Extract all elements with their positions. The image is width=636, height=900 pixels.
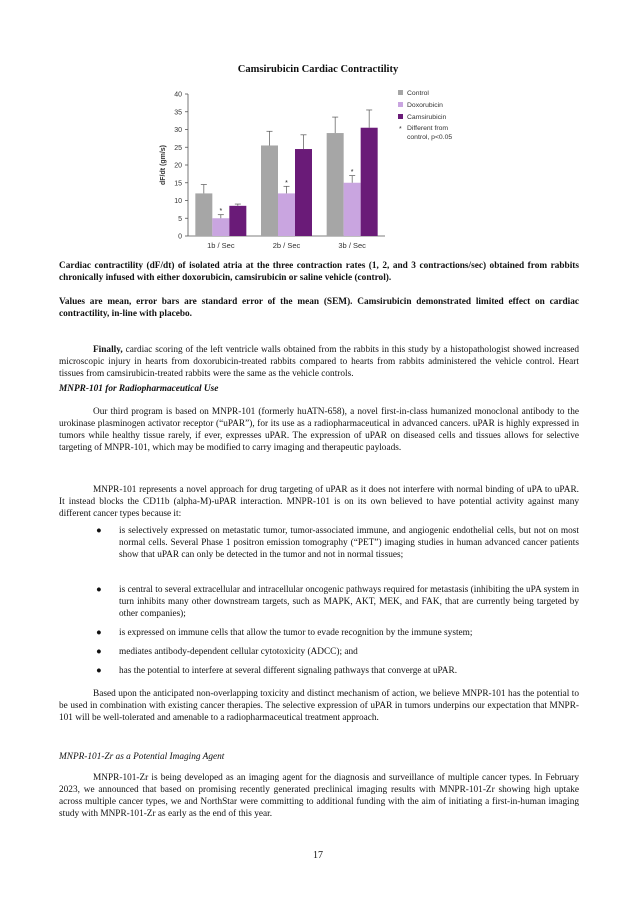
bar-doxorubicin-2 <box>278 193 295 236</box>
bar-control-3 <box>327 133 344 236</box>
bullet-dot: ● <box>96 647 102 657</box>
legend-label-camsirubicin: Camsirubicin <box>407 114 447 121</box>
bullet-dot: ● <box>96 585 102 595</box>
page-number: 17 <box>313 850 323 861</box>
legend-swatch-doxorubicin <box>398 102 403 107</box>
bullet-dot: ● <box>96 666 102 676</box>
y-tick-label: 10 <box>174 198 182 205</box>
y-tick-label: 25 <box>174 144 182 152</box>
paragraph-based-upon: Based upon the anticipated non-overlapping toxicity and distinct mechanism of action, we believe MNPR-101 has the potential to be used in combination with existing cancer therapies. The selective expression of uPAR in tumors underpins our expectation that MNPR-101 will be well-tolerated and amenable to a radiopharmaceutical treatment approach. <box>59 689 579 723</box>
y-tick-label: 35 <box>174 109 182 117</box>
section-heading-mnpr101: MNPR-101 for Radiopharmaceutical Use <box>59 384 219 394</box>
y-tick-label: 5 <box>178 215 182 223</box>
finally-lead: Finally, <box>93 345 123 355</box>
bar-control-2 <box>261 145 278 236</box>
contractility-bar-chart <box>150 80 520 258</box>
legend-label-control: Control <box>407 90 429 97</box>
legend-note-line-1: Different from <box>407 125 449 132</box>
legend-note-line-2: control, p<0.05 <box>407 134 453 141</box>
chart-bars <box>195 110 377 236</box>
paragraph-finally <box>59 345 579 381</box>
bullet-dot: ● <box>96 526 102 536</box>
chart-legend <box>398 90 452 141</box>
bar-camsirubicin-1 <box>229 206 246 236</box>
y-tick-label: 15 <box>174 180 182 188</box>
y-tick-label: 20 <box>174 162 182 170</box>
significance-star: * <box>350 169 354 177</box>
y-tick-label: 30 <box>174 127 182 134</box>
bar-doxorubicin-1 <box>212 218 229 236</box>
bullet-text: is central to several extracellular and intracellular oncogenic pathways required for metastasis (inhibiting the uPA system in turn inhibits many other downstream targets, such as MAPK, AKT, MEK, and FAK, that are currently being targeted by other companies); <box>119 585 579 619</box>
section-heading-imaging-agent: MNPR-101-Zr as a Potential Imaging Agent <box>59 752 225 762</box>
legend-star: * <box>399 126 402 133</box>
x-tick-label: 1b / Sec <box>207 241 235 250</box>
bar-camsirubicin-3 <box>361 128 378 236</box>
figure-caption-1: Cardiac contractility (dF/dt) of isolated atria at the three contraction rates (1, 2, and 3 contractions/sec) obtained from rabbits chronically infused with either doxorubicin, camsirubicin or saline vehicle (control). <box>59 261 579 283</box>
paragraph-mnpr101-zr: MNPR-101-Zr is being developed as an imaging agent for the diagnosis and surveillance of multiple cancer types. In February 2023, we announced that based on promising recently generated preclinical imaging results with MNPR-101-Zr showing high uptake across multiple cancer types, we and NorthStar were committing to additional funding with the aim of initiating a first-in-human imaging study with MNPR-101-Zr as early as the end of this year. <box>59 773 579 819</box>
paragraph-novel-approach: MNPR-101 represents a novel approach for drug targeting of uPAR as it does not interfere with normal binding of uPA to uPAR. It instead blocks the CD11b (alpha-M)-uPAR interaction. MNPR-101 is on its own believed to have potential activity against many different cancer types because it: <box>59 485 579 519</box>
bullet-text: has the potential to interfere at several different signaling pathways that converge at uPAR. <box>119 666 458 676</box>
significance-star: * <box>285 179 288 187</box>
y-tick-label: 40 <box>174 91 182 99</box>
legend-swatch-camsirubicin <box>398 114 403 119</box>
bullet-text: is expressed on immune cells that allow the tumor to evade recognition by the immune system; <box>119 628 473 638</box>
figure-caption-2: Values are mean, error bars are standard error of the mean (SEM). Camsirubicin demonstrated limited effect on cardiac contractility, in-line with placebo. <box>59 297 579 319</box>
bullet-dot: ● <box>96 628 102 638</box>
y-axis-label: dF/dt (gm/s) <box>160 144 167 186</box>
bullet-text: mediates antibody-dependent cellular cytotoxicity (ADCC); and <box>119 647 358 657</box>
bar-control-1 <box>195 193 212 236</box>
bar-camsirubicin-2 <box>295 149 312 236</box>
significance-star: * <box>219 208 223 216</box>
paragraph-third-program: Our third program is based on MNPR-101 (formerly huATN-658), a novel first-in-class humanized monoclonal antibody to the urokinase plasminogen activator receptor (“uPAR”), for its use as a radiopharmaceutical in advanced cancers. uPAR is highly expressed in tumors while healthy tissue rarely, if ever, expresses uPAR. The expression of uPAR on diseased cells and tissues allows for selective targeting of MNPR-101, which may be modified to carry imaging and therapeutic payloads. <box>59 407 579 453</box>
legend-swatch-control <box>398 90 403 95</box>
x-tick-label: 3b / Sec <box>338 241 366 250</box>
x-tick-label: 2b / Sec <box>272 241 301 250</box>
y-tick-label: 0 <box>178 233 182 241</box>
chart-title: Camsirubicin Cardiac Contractility <box>237 64 399 75</box>
bar-doxorubicin-3 <box>344 183 361 236</box>
finally-rest: cardiac scoring of the left ventricle walls obtained from the rabbits in this study by a histopathologist showed increased microscopic injury in hearts from doxorubicin-treated rabbits compared to hearts from rabbits administered the vehicle control. Heart tissues from camsirubicin-treated rabbits were the same as the vehicle controls. <box>59 345 579 379</box>
bullet-text: is selectively expressed on metastatic tumor, tumor-associated immune, and angiogenic endothelial cells, but not on most normal cells. Several Phase 1 positron emission tomography (“PET”) imaging studies in human advanced cancer patients show that uPAR can only be detected in the tumor and not in normal tissues; <box>119 526 579 560</box>
legend-label-doxorubicin: Doxorubicin <box>407 102 443 109</box>
